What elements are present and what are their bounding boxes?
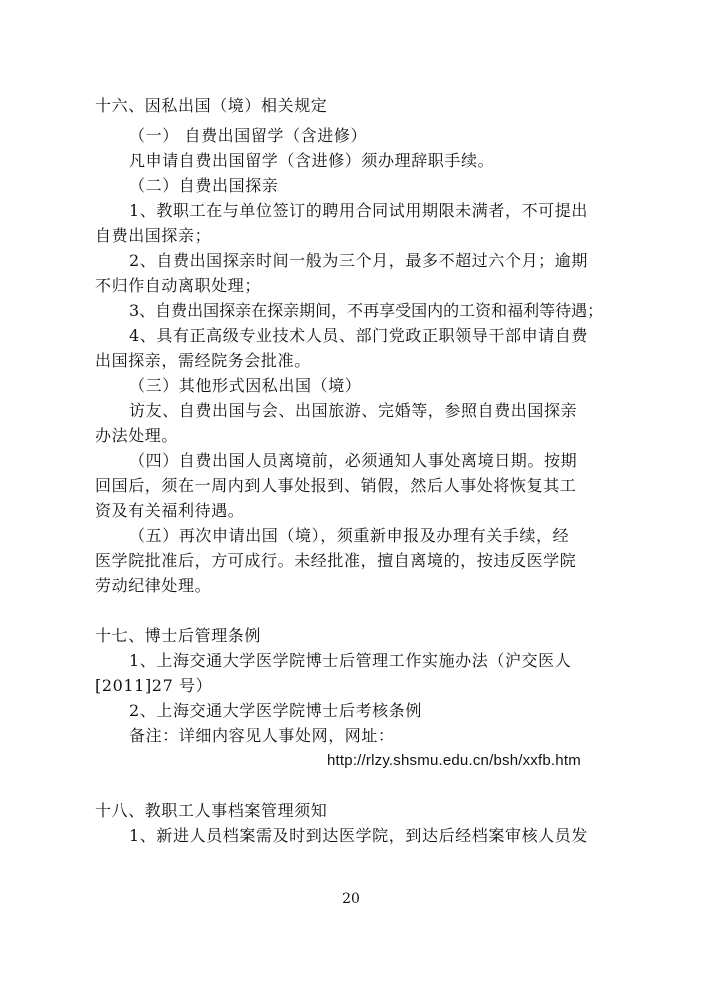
paragraph-line: 回国后，须在一周内到人事处报到、销假，然后人事处将恢复其工 xyxy=(95,476,577,495)
paragraph-line: 劳动纪律处理。 xyxy=(95,576,212,595)
paragraph-line: [2011]27 号） xyxy=(95,676,213,695)
paragraph-line: 1、上海交通大学医学院博士后管理工作实施办法（沪交医人 xyxy=(129,651,572,670)
paragraph-line: 2、上海交通大学医学院博士后考核条例 xyxy=(129,701,422,720)
paragraph-line: 备注：详细内容见人事处网，网址： xyxy=(129,726,395,745)
section-heading-16: 十六、因私出国（境）相关规定 xyxy=(95,96,328,115)
paragraph-line: 1、教职工在与单位签订的聘用合同试用期限未满者，不可提出 xyxy=(129,201,588,220)
paragraph-line: 3、自费出国探亲在探亲期间，不再享受国内的工资和福利等待遇； xyxy=(129,301,604,320)
paragraph-line: （五）再次申请出国（境），须重新申报及办理有关手续，经 xyxy=(129,526,570,545)
paragraph-line: 2、自费出国探亲时间一般为三个月，最多不超过六个月；逾期 xyxy=(129,251,588,270)
section-heading-18: 十八、教职工人事档案管理须知 xyxy=(95,801,328,820)
section-heading-17: 十七、博士后管理条例 xyxy=(95,626,262,645)
paragraph-line: 出国探亲，需经院务会批准。 xyxy=(95,351,311,370)
paragraph-line: 凡申请自费出国留学（含进修）须办理辞职手续。 xyxy=(129,151,495,170)
paragraph-line: 自费出国探亲； xyxy=(95,226,212,245)
paragraph-line: 医学院批准后，方可成行。未经批准，擅自离境的，按违反医学院 xyxy=(95,551,577,570)
subheading-3: （三）其他形式因私出国（境） xyxy=(129,376,362,395)
paragraph-line: 1、新进人员档案需及时到达医学院，到达后经档案审核人员发 xyxy=(129,826,588,845)
paragraph-line: 4、具有正高级专业技术人员、部门党政正职领导干部申请自费 xyxy=(129,326,588,345)
paragraph-line: （四）自费出国人员离境前，必须通知人事处离境日期。按期 xyxy=(129,451,578,470)
page-number: 20 xyxy=(342,891,360,907)
personnel-office-url: http://rlzy.shsmu.edu.cn/bsh/xxfb.htm xyxy=(327,752,581,769)
paragraph-line: 办法处理。 xyxy=(95,426,179,445)
paragraph-line: 不归作自动离职处理； xyxy=(95,276,262,295)
subheading-1: （一） 自费出国留学（含进修） xyxy=(129,126,368,145)
paragraph-line: 访友、自费出国与会、出国旅游、完婚等，参照自费出国探亲 xyxy=(129,401,578,420)
paragraph-line: 资及有关福利待遇。 xyxy=(95,501,245,520)
subheading-2: （二）自费出国探亲 xyxy=(129,176,279,195)
